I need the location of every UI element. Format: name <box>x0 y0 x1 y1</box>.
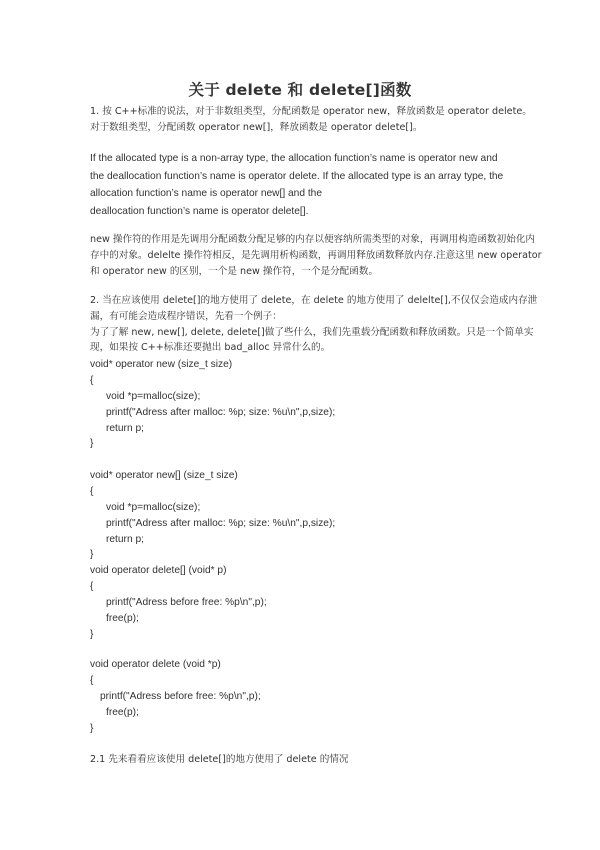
section-2-paragraph <box>90 293 538 356</box>
section-2-1-heading <box>90 752 520 768</box>
code-block-operator-new <box>90 357 520 452</box>
text-line: allocation function’s name is operator new[] and the <box>90 188 323 199</box>
text-line: 对于数组类型，分配函数 operator new[]，释放函数是 operator delete[]。 <box>90 121 423 133</box>
code-line: free(p); <box>106 706 139 718</box>
page-title: 关于 delete 和 delete[]函数 <box>188 81 412 99</box>
new-operator-paragraph <box>90 232 542 279</box>
code-line: { <box>90 674 94 686</box>
code-line: void* operator new[] (size_t size) <box>90 470 238 481</box>
code-line: printf("Adress after malloc: %p; size: %u\n",p,size); <box>106 406 336 418</box>
code-block-operator-new-array-and-delete-array <box>90 468 520 643</box>
code-line: void* operator new (size_t size) <box>90 359 233 370</box>
text-line: If the allocated type is a non-array type, the allocation function’s name is operator new and <box>90 153 498 164</box>
code-line: printf("Adress before free: %p\n",p); <box>100 690 261 702</box>
code-line: void *p=malloc(size); <box>106 390 201 402</box>
section-1-paragraph <box>90 104 532 136</box>
text-line: 和 operator new 的区别，一个是 new 操作符，一个是分配函数。 <box>90 265 379 277</box>
text-line: the deallocation function’s name is operator delete. If the allocated type is an array type, the <box>90 170 504 182</box>
text-line: 存中的对象。delelte 操作符相反，是先调用析构函数，再调用释放函数释放内存.注意这里 new operator <box>90 249 542 261</box>
code-line: void *p=malloc(size); <box>106 501 201 513</box>
code-line: } <box>90 628 94 640</box>
code-line: void operator delete (void *p) <box>90 659 221 670</box>
code-line: return p; <box>106 533 144 545</box>
code-line: { <box>90 581 94 593</box>
code-line: return p; <box>106 422 144 434</box>
text-line: 2. 当在应该使用 delete[]的地方使用了 delete，在 delete 的地方使用了 delelte[],不仅仅会造成内存泄 <box>90 295 538 306</box>
text-line: 为了了解 new, new[], delete, delete[]做了些什么，我们先重载分配函数和释放函数。只是一个简单实 <box>90 326 534 338</box>
code-line: printf("Adress before free: %p\n",p); <box>106 597 267 609</box>
english-quote-paragraph <box>90 150 520 220</box>
code-line: { <box>90 485 94 497</box>
code-line: { <box>90 374 94 386</box>
code-line: free(p); <box>106 613 139 625</box>
code-line: } <box>90 438 94 450</box>
text-line: new 操作符的作用是先调用分配函数分配足够的内存以便容纳所需类型的对象，再调用构造函数初始化内 <box>90 234 536 245</box>
text-line: 2.1 先来看看应该使用 delete[]的地方使用了 delete 的情况 <box>90 754 349 765</box>
code-line: void operator delete[] (void* p) <box>90 565 227 577</box>
text-line: 漏，有可能会造成程序错误，先看一个例子： <box>90 310 282 322</box>
code-line: printf("Adress after malloc: %p; size: %u\n",p,size); <box>106 517 336 529</box>
text-line: deallocation function’s name is operator delete[]. <box>90 205 309 217</box>
code-line: } <box>90 549 94 561</box>
text-line: 1. 按 C++标准的说法，对于非数组类型，分配函数是 operator new，释放函数是 operator delete。 <box>90 106 532 117</box>
code-block-operator-delete <box>90 657 520 736</box>
code-line: } <box>90 722 94 734</box>
text-line: 现，如果按 C++标准还要抛出 bad_alloc 异常什么的。 <box>90 342 331 354</box>
